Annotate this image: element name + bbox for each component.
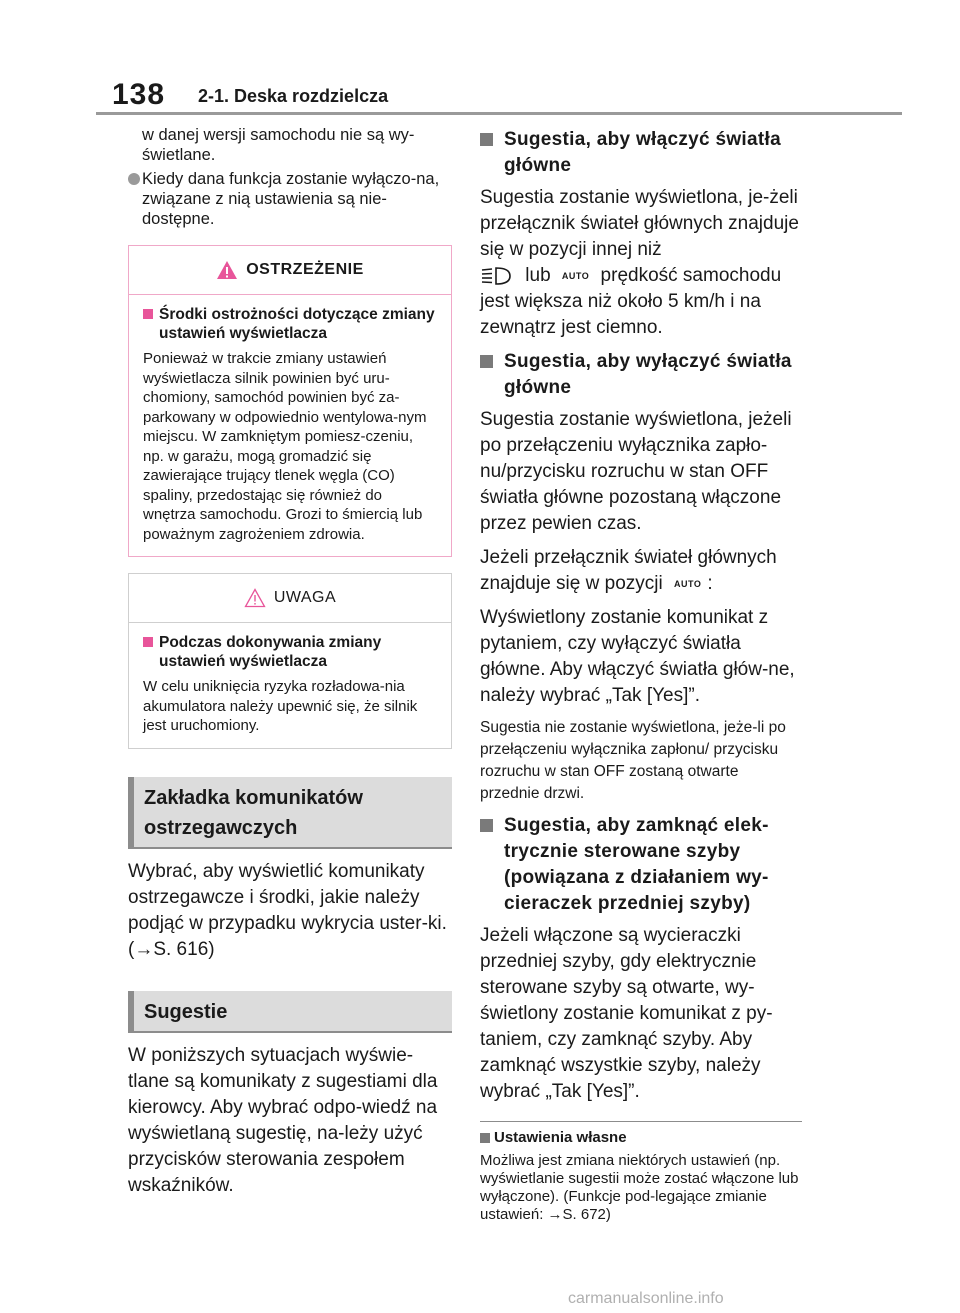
caution-header xyxy=(129,574,451,623)
square-bullet-icon xyxy=(480,133,493,146)
page-number: 138 xyxy=(112,78,166,111)
section-title: 2-1. Deska rozdzielcza xyxy=(198,86,389,106)
custom-settings-heading: Ustawienia własne xyxy=(480,1128,802,1148)
page-header xyxy=(96,72,902,114)
note-continuation: w danej wersji samochodu nie są wy-świetlane. xyxy=(142,126,415,164)
square-bullet-icon xyxy=(143,309,153,319)
headlamp-icon xyxy=(480,266,514,286)
paragraph-warning-tab: Wybrać, aby wyświetlić komunikaty ostrzegawcze i środki, jakie należy podjąć w przypadku wykrycia uster-ki. (→S. 616) xyxy=(128,860,447,960)
suggestion-headlights-off-text: Sugestia zostanie wyświetlona, jeżeli po przełączeniu wyłącznika zapło-nu/przycisku rozruchu w stan OFF światła główne pozostaną włączone przez pewien czas. xyxy=(480,409,792,535)
paragraph-suggestions: W poniższych sytuacjach wyświe-tlane są komunikaty z sugestiami dla kierowcy. Aby wybrać odpo-wiedź na wyświetlaną sugestię, na-leży użyć przycisków sterowania zespołem wskaźników. xyxy=(128,1044,438,1196)
square-bullet-icon xyxy=(143,637,153,647)
right-column xyxy=(480,125,802,1224)
note-text: Kiedy dana funkcja zostanie wyłączo-na, związane z nią ustawienia są nie-dostępne. xyxy=(142,170,440,228)
suggestion-close-windows-text: Jeżeli włączone są wycieraczki przedniej szyby, gdy elektrycznie sterowane szyby są otwarte, wy-świetlony zostanie komunikat z py-taniem, czy zamknąć szyby. Aby zamknąć wszystkie szyby, należy wybrać „Tak [Yes]”. xyxy=(480,925,773,1103)
warning-triangle-icon xyxy=(216,260,238,280)
warning-subtitle: Środki ostrożności dotyczące zmiany ustawień wyświetlacza xyxy=(143,305,437,343)
header-divider xyxy=(96,112,902,115)
custom-settings-text: Możliwa jest zmiana niektórych ustawień (np. wyświetlanie sugestii może zostać włączone lub wyłączone). (Funkcje pod-legające zmianie ustawień: →S. 672) xyxy=(480,1152,799,1224)
warning-header xyxy=(129,246,451,295)
heading-suggestions: Sugestie xyxy=(128,991,452,1033)
warning-title: OSTRZEŻENIE xyxy=(246,261,364,278)
square-bullet-icon xyxy=(480,819,493,832)
square-bullet-icon xyxy=(480,1133,490,1143)
suggestion-headlights-on-heading: Sugestia, aby włączyć światła główne xyxy=(480,127,802,179)
watermark: carmanualsonline.info xyxy=(568,1290,724,1307)
suggestion-note-small: Sugestia nie zostanie wyświetlona, jeże-li po przełączeniu wyłącznika zapłonu/ przycisku rozruchu w stan OFF zostaną otwarte przednie drzwi. xyxy=(480,719,786,803)
caution-text: W celu uniknięcia ryzyka rozładowa-nia akumulatora należy upewnić się, że silnik jest uruchomiony. xyxy=(143,678,418,734)
square-bullet-icon xyxy=(480,355,493,368)
note-bullet xyxy=(128,169,452,229)
custom-settings-divider xyxy=(480,1121,802,1122)
auto-icon: AUTO xyxy=(673,579,702,590)
auto-position-text: Jeżeli przełącznik świateł głównych znajduje się w pozycji AUTO : xyxy=(480,545,802,597)
warning-text: Ponieważ w trakcie zmiany ustawień wyświetlacza silnik powinien być uru-chomiony, samochód powinien być za-parkowany w odpowiednio wentylowa-nym miejscu. W zamkniętym pomiesz-czeniu, np. w garażu, mogą gromadzić się zawierające trujący tlenek węgla (CO) spaliny, przedostając się również do wnętrza samochodu. Grozi to śmiercią lub poważnym zagrożeniem zdrowia. xyxy=(143,350,427,543)
warning-box xyxy=(128,245,452,557)
suggestion-headlights-off-heading: Sugestia, aby wyłączyć światła główne xyxy=(480,349,802,401)
caution-subtitle: Podczas dokonywania zmiany ustawień wyświetlacza xyxy=(143,633,437,671)
left-column xyxy=(128,125,452,1207)
auto-icon: AUTO xyxy=(561,271,590,281)
suggestion-close-windows-heading: Sugestia, aby zamknąć elek-trycznie sterowane szyby (powiązana z działaniem wy-cieraczek przedniej szyby) xyxy=(480,813,802,917)
message-question-text: Wyświetlony zostanie komunikat z pytaniem, czy wyłączyć światła główne. Aby włączyć światła głów-ne, należy wybrać „Tak [Yes]”. xyxy=(480,607,795,707)
caution-title: UWAGA xyxy=(273,589,337,606)
suggestion-headlights-on-text: Sugestia zostanie wyświetlona, je-żeli przełącznik świateł głównych znajduje się w pozycji innej niż lub AUTO prędkość samochodu jest większa niż około 5 km/h i na zewnątrz jest ciemno. xyxy=(480,187,799,339)
bullet-dot-icon xyxy=(128,173,140,185)
caution-triangle-icon xyxy=(244,588,266,608)
caution-box xyxy=(128,573,452,749)
heading-warning-messages-tab: Zakładka komunikatów ostrzegawczych xyxy=(128,777,452,849)
